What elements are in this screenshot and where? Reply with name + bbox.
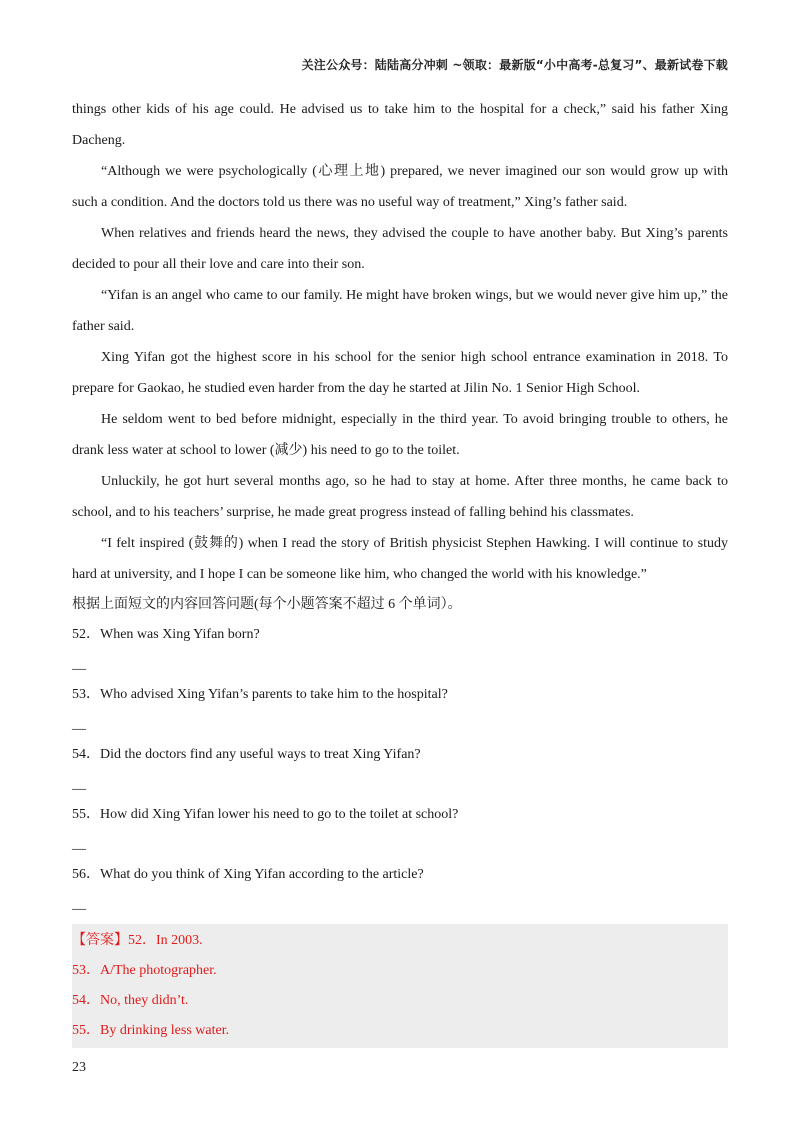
answer-52: 【答案】52．In 2003. (72, 933, 203, 948)
question-list (72, 620, 728, 920)
answer-blank-52: __ (72, 657, 86, 672)
answer-53: 53．A/The photographer. (72, 963, 217, 978)
passage-paragraph: Xing Yifan got the highest score in his school for the senior high school entrance examination in 2018. To prepare for Gaokao, he studied even harder from the day he started at Jilin No. 1 Senior High School. (72, 350, 728, 396)
passage-paragraph: “Yifan is an angel who came to our family. He might have broken wings, but we would never give him up,” the father said. (72, 288, 728, 334)
question-56: 56．What do you think of Xing Yifan according to the article? (72, 867, 424, 882)
passage-paragraph: Unluckily, he got hurt several months ago, so he had to stay at home. After three months, he came back to school, and to his teachers’ surprise, he made great progress instead of falling behind his classmates. (72, 474, 728, 520)
question-instruction: 根据上面短文的内容回答问题(每个小题答案不超过 6 个单词）。 (72, 597, 462, 612)
passage (72, 94, 728, 590)
answer-55: 55．By drinking less water. (72, 1023, 230, 1038)
passage-paragraph: “Although we were psychologically (心理上地) prepared, we never imagined our son would grow up with such a condition. And the doctors told us there was no useful way of treatment,” Xing’s father said. (72, 164, 728, 210)
question-54: 54．Did the doctors find any useful ways to treat Xing Yifan? (72, 747, 421, 762)
passage-paragraph: “I felt inspired (鼓舞的) when I read the story of British physicist Stephen Hawking. I will continue to study hard at university, and I hope I can be someone like him, who changed the world with his knowledge.” (72, 536, 728, 582)
answer-blank-56: __ (72, 897, 86, 912)
question-55: 55．How did Xing Yifan lower his need to go to the toilet at school? (72, 807, 459, 822)
question-53: 53．Who advised Xing Yifan’s parents to take him to the hospital? (72, 687, 448, 702)
answer-blank-55: __ (72, 837, 86, 852)
answer-key-box (72, 924, 728, 1048)
answer-blank-53: __ (72, 717, 86, 732)
question-52: 52．When was Xing Yifan born? (72, 627, 260, 642)
passage-paragraph: things other kids of his age could. He advised us to take him to the hospital for a check,” said his father Xing Dacheng. (72, 102, 728, 148)
page-number: 23 (72, 1060, 86, 1075)
passage-paragraph: When relatives and friends heard the news, they advised the couple to have another baby. But Xing’s parents decided to pour all their love and care into their son. (72, 226, 728, 272)
document-body (72, 94, 728, 1048)
passage-paragraph: He seldom went to bed before midnight, especially in the third year. To avoid bringing trouble to others, he drank less water at school to lower (减少) his need to go to the toilet. (72, 412, 728, 458)
page-header: 关注公众号：陆陆高分冲刺 ~领取：最新版“小中高考-总复习”、最新试卷下载 (301, 58, 728, 72)
answer-54: 54．No, they didn’t. (72, 993, 189, 1008)
answer-blank-54: __ (72, 777, 86, 792)
